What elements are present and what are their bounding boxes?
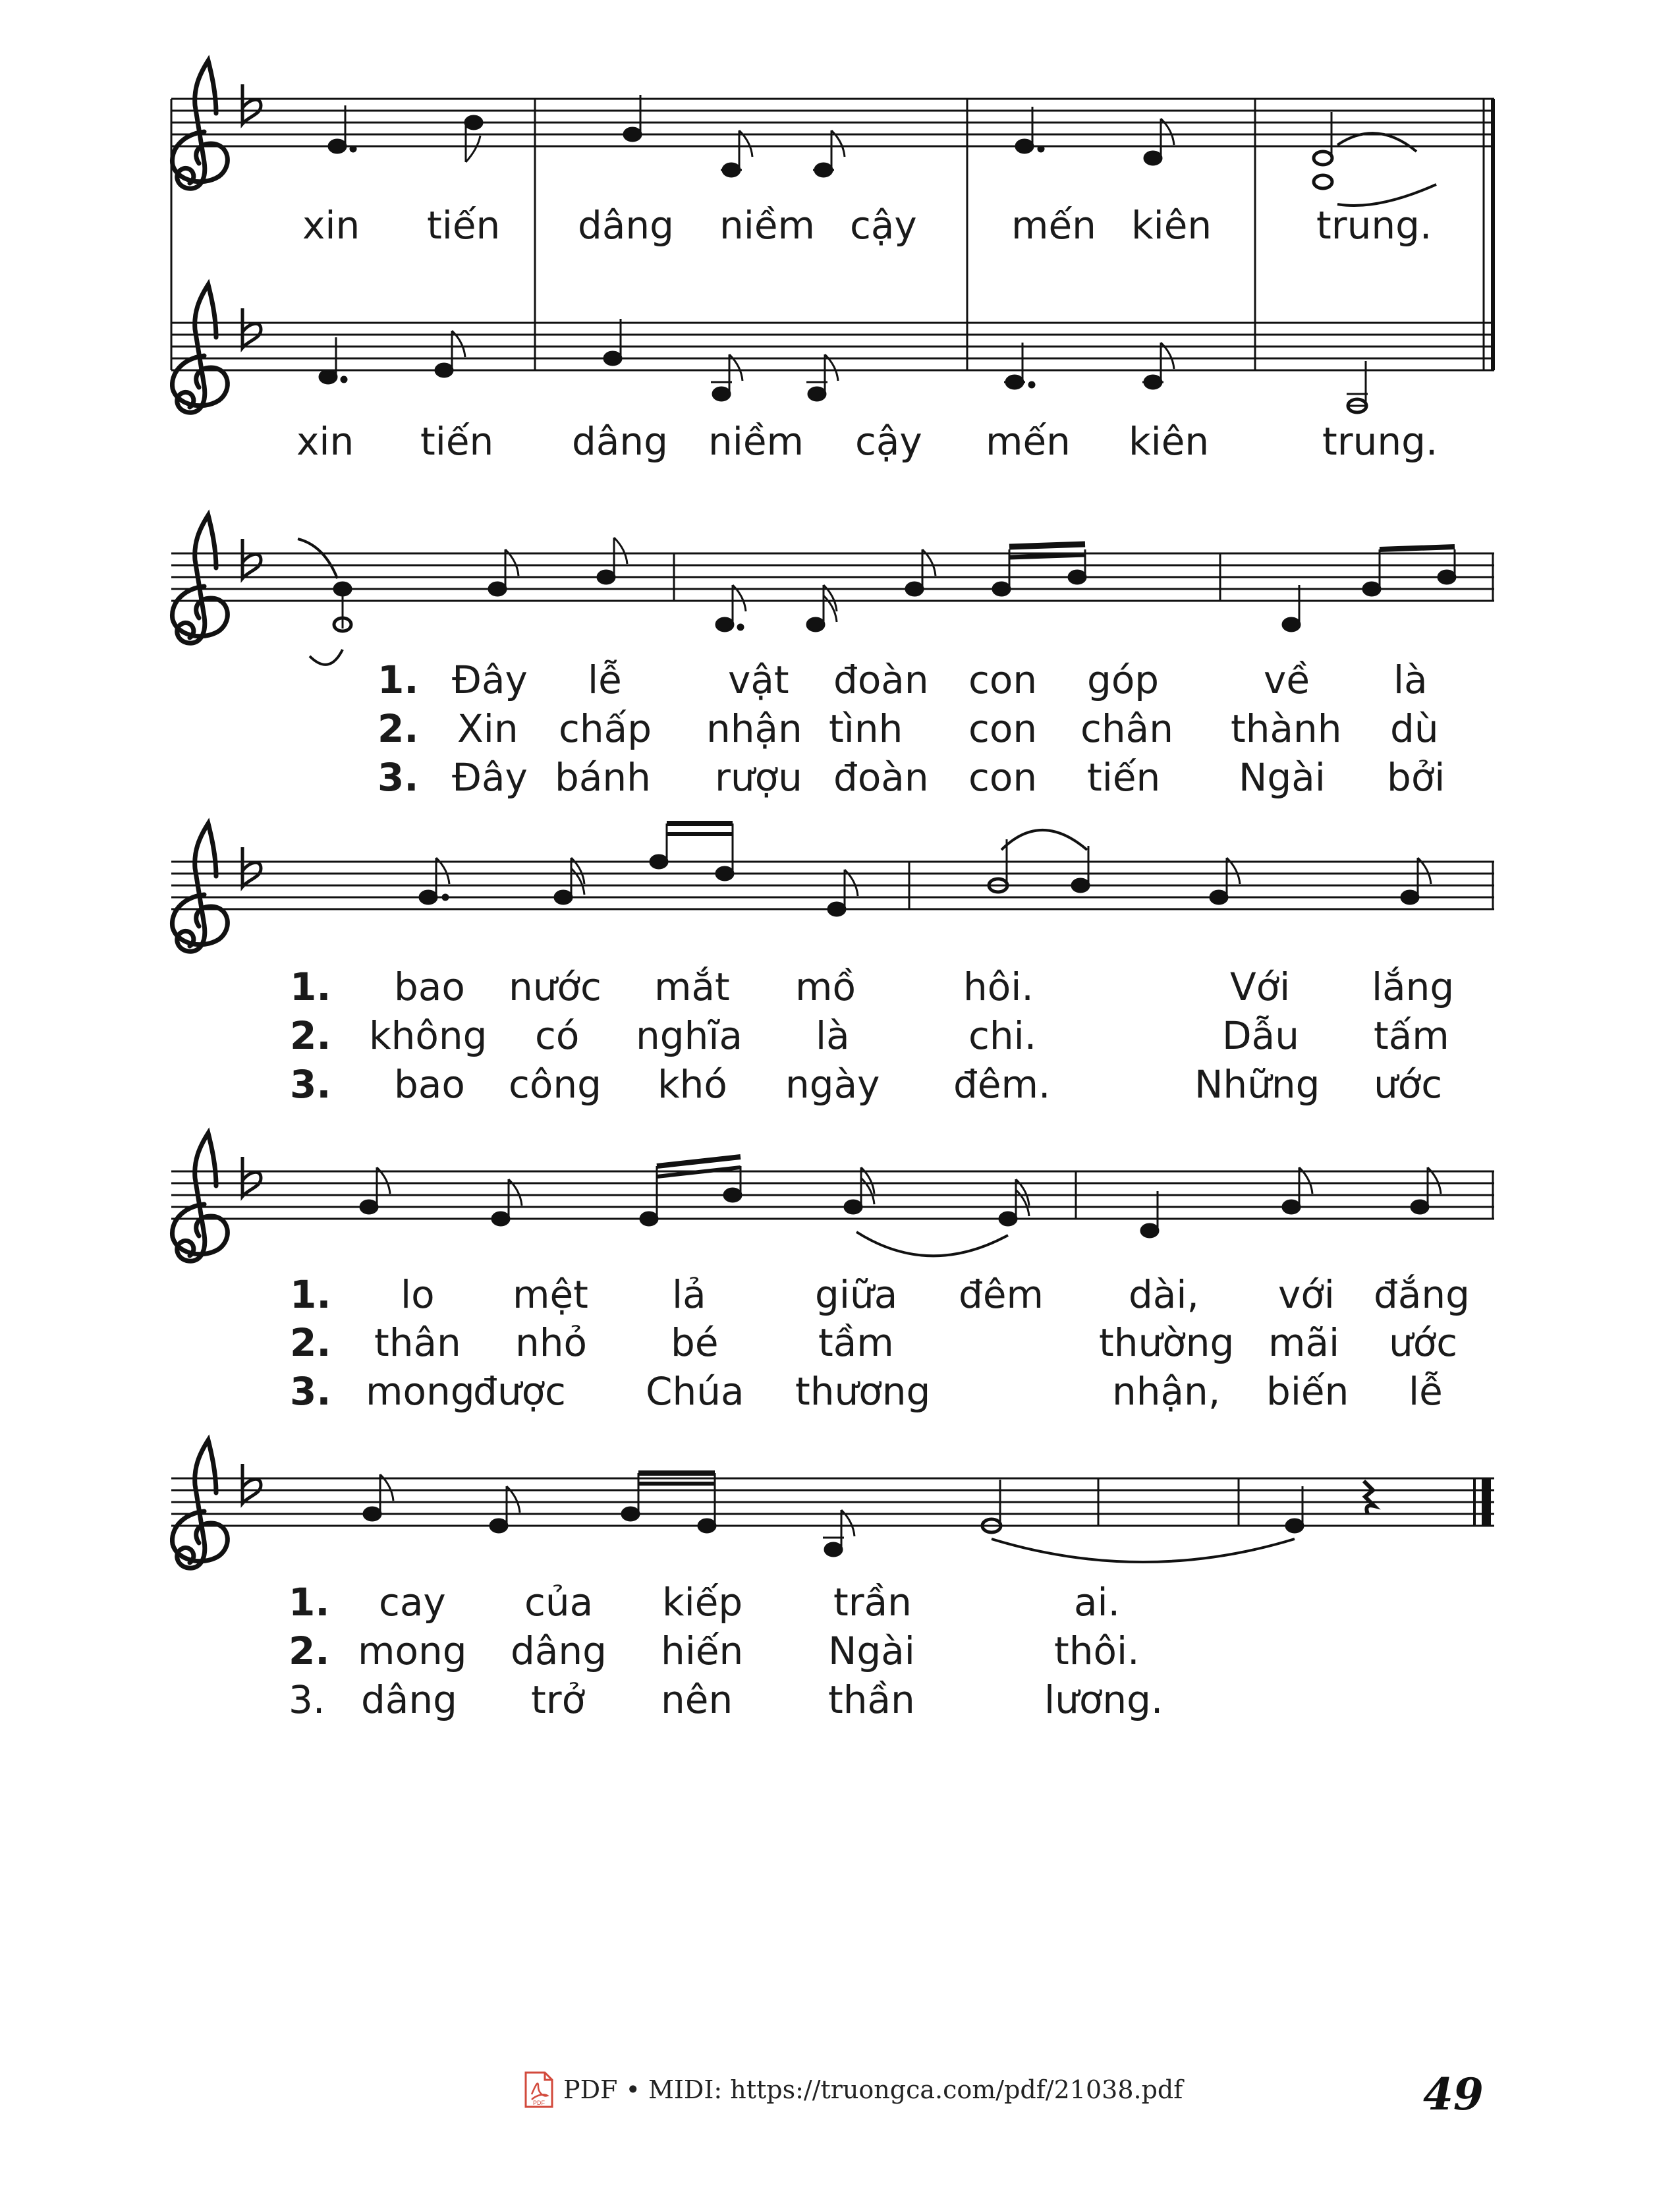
- lyric-syllable: Đây: [452, 657, 528, 702]
- staff-system-3: [171, 862, 1494, 909]
- lyric-syllable: lo: [401, 1272, 435, 1317]
- verse-number: 1.: [289, 1580, 330, 1625]
- lyric-syllable: mong: [366, 1369, 475, 1414]
- lyric-syllable: dâng: [578, 203, 674, 248]
- lyric-syllable: của: [524, 1580, 594, 1625]
- lyric-syllable: dù: [1390, 706, 1439, 751]
- lyric-syllable: con: [968, 657, 1038, 702]
- lyric-syllable: trung.: [1322, 419, 1438, 464]
- lyric-syllable: là: [816, 1013, 850, 1058]
- lyric-syllable: tình: [829, 706, 903, 751]
- lyric-syllable: lả: [672, 1272, 706, 1317]
- lyric-syllable: vật: [728, 657, 789, 702]
- page-number: 49: [1423, 2069, 1484, 2120]
- lyric-syllable: hiến: [661, 1629, 744, 1673]
- lyric-syllable: xin: [302, 203, 360, 248]
- lyrics-system-5: [289, 1580, 1163, 1722]
- lyric-syllable: dài,: [1129, 1272, 1199, 1317]
- lyric-syllable: mong: [358, 1629, 467, 1673]
- lyric-syllable: cậy: [855, 419, 922, 464]
- verse-number: 1.: [378, 657, 419, 702]
- lyric-syllable: Xin: [457, 706, 518, 751]
- lyric-syllable: ai.: [1074, 1580, 1121, 1625]
- lyric-syllable: đoàn: [833, 657, 929, 702]
- lyric-syllable: Với: [1230, 964, 1291, 1009]
- svg-text:PDF: PDF: [533, 2100, 545, 2106]
- lyric-syllable: nước: [509, 964, 602, 1009]
- lyric-syllable: nghĩa: [636, 1013, 742, 1058]
- lyrics-system-1-lower: [296, 419, 1438, 464]
- lyric-syllable: lễ: [588, 657, 622, 702]
- lyric-syllable: dâng: [511, 1629, 607, 1673]
- lyrics-system-1-upper: [302, 203, 1432, 248]
- verse-number: 3.: [289, 1677, 325, 1722]
- treble-clef-icon: [172, 515, 261, 643]
- lyric-syllable: tầm: [818, 1320, 894, 1365]
- lyric-syllable: đắng: [1374, 1272, 1470, 1317]
- lyric-syllable: bao: [394, 964, 465, 1009]
- lyric-syllable: thôi.: [1054, 1629, 1140, 1673]
- footer-text[interactable]: PDF • MIDI: https://truongca.com/pdf/21038.pdf: [563, 2075, 1183, 2104]
- lyric-syllable: thành: [1231, 706, 1342, 751]
- treble-clef-icon: [172, 1133, 261, 1261]
- treble-clef-icon: [172, 823, 261, 951]
- lyric-syllable: thân: [374, 1320, 461, 1365]
- footer-link[interactable]: [524, 2070, 1183, 2109]
- lyric-syllable: Ngài: [1239, 755, 1326, 800]
- treble-clef-icon: [172, 61, 261, 188]
- lyric-syllable: lương.: [1044, 1677, 1163, 1722]
- lyric-syllable: lễ: [1409, 1369, 1443, 1414]
- staff-system-1-upper: [171, 99, 1494, 146]
- lyric-syllable: thần: [828, 1677, 915, 1722]
- lyrics-system-4: [290, 1272, 1470, 1414]
- lyric-syllable: nhận: [706, 706, 802, 751]
- lyric-syllable: kiên: [1129, 419, 1210, 464]
- pdf-file-icon: [524, 2071, 554, 2109]
- lyric-syllable: chi.: [968, 1013, 1037, 1058]
- lyric-syllable: góp: [1087, 657, 1160, 702]
- lyric-syllable: tiến: [1087, 755, 1161, 800]
- lyric-syllable: tấm: [1374, 1013, 1449, 1058]
- lyric-syllable: con: [968, 706, 1038, 751]
- lyric-syllable: với: [1278, 1272, 1335, 1317]
- treble-clef-icon: [172, 1440, 261, 1568]
- lyric-syllable: Dẫu: [1222, 1013, 1299, 1058]
- lyric-syllable: ước: [1389, 1320, 1458, 1365]
- lyric-syllable: về: [1264, 657, 1310, 702]
- lyric-syllable: trở: [531, 1677, 586, 1722]
- lyric-syllable: mồ: [795, 964, 856, 1009]
- lyric-syllable: niềm: [708, 419, 804, 464]
- lyric-syllable: Ngài: [828, 1629, 915, 1673]
- lyric-syllable: bé: [671, 1320, 719, 1365]
- lyric-syllable: ước: [1374, 1062, 1443, 1107]
- lyric-syllable: Chúa: [646, 1369, 744, 1414]
- lyric-syllable: cay: [379, 1580, 446, 1625]
- lyrics-system-2: [378, 657, 1445, 800]
- lyric-syllable: mến: [986, 419, 1071, 464]
- lyric-syllable: thương: [795, 1369, 931, 1414]
- lyric-syllable: dâng: [572, 419, 668, 464]
- lyric-syllable: kiếp: [662, 1580, 743, 1625]
- treble-clef-icon: [172, 285, 261, 412]
- lyric-syllable: giữa: [815, 1272, 898, 1317]
- lyrics-system-3: [290, 964, 1454, 1107]
- lyric-syllable: đêm.: [953, 1062, 1051, 1107]
- lyric-syllable: công: [509, 1062, 602, 1107]
- lyric-syllable: trần: [833, 1580, 912, 1625]
- verse-number: 3.: [290, 1062, 331, 1107]
- lyric-syllable: niềm: [719, 203, 816, 248]
- lyric-syllable: mãi: [1268, 1320, 1340, 1365]
- lyric-syllable: mệt: [513, 1272, 588, 1317]
- verse-number: 2.: [290, 1320, 331, 1365]
- lyric-syllable: không: [369, 1013, 488, 1058]
- lyric-syllable: thường: [1099, 1320, 1235, 1365]
- lyric-syllable: nên: [661, 1677, 733, 1722]
- staff-system-2: [171, 553, 1494, 601]
- verse-number: 3.: [290, 1369, 331, 1414]
- lyric-syllable: tiến: [420, 419, 494, 464]
- lyric-syllable: con: [968, 755, 1038, 800]
- verse-number: 3.: [378, 755, 419, 800]
- lyric-syllable: đoàn: [833, 755, 929, 800]
- lyric-syllable: ngày: [785, 1062, 880, 1107]
- lyric-syllable: được: [473, 1369, 566, 1414]
- lyric-syllable: lắng: [1372, 964, 1455, 1009]
- verse-number: 2.: [289, 1629, 330, 1673]
- lyric-syllable: Đây: [452, 755, 528, 800]
- lyric-syllable: dâng: [361, 1677, 457, 1722]
- lyric-syllable: bánh: [555, 755, 651, 800]
- lyric-syllable: biến: [1266, 1369, 1349, 1414]
- lyric-syllable: đêm: [959, 1272, 1044, 1317]
- lyric-syllable: là: [1393, 657, 1428, 702]
- lyric-syllable: mắt: [654, 964, 730, 1009]
- lyric-syllable: Những: [1194, 1062, 1320, 1107]
- lyric-syllable: tiến: [427, 203, 501, 248]
- verse-number: 2.: [290, 1013, 331, 1058]
- lyric-syllable: cậy: [850, 203, 917, 248]
- lyric-syllable: mến: [1011, 203, 1096, 248]
- lyric-syllable: chấp: [559, 706, 652, 751]
- verse-number: 1.: [290, 964, 331, 1009]
- lyric-syllable: kiên: [1131, 203, 1212, 248]
- verse-number: 2.: [378, 706, 419, 751]
- lyric-syllable: trung.: [1316, 203, 1432, 248]
- lyric-syllable: bao: [394, 1062, 465, 1107]
- verse-number: 1.: [290, 1272, 331, 1317]
- lyric-syllable: có: [535, 1013, 580, 1058]
- lyric-syllable: nhận,: [1112, 1369, 1221, 1414]
- lyric-syllable: bởi: [1387, 755, 1445, 800]
- lyric-syllable: nhỏ: [515, 1320, 588, 1365]
- lyric-syllable: rượu: [715, 755, 802, 800]
- lyric-syllable: chân: [1080, 706, 1173, 751]
- lyric-syllable: xin: [296, 419, 354, 464]
- lyric-syllable: hôi.: [963, 964, 1034, 1009]
- lyric-syllable: khó: [658, 1062, 727, 1107]
